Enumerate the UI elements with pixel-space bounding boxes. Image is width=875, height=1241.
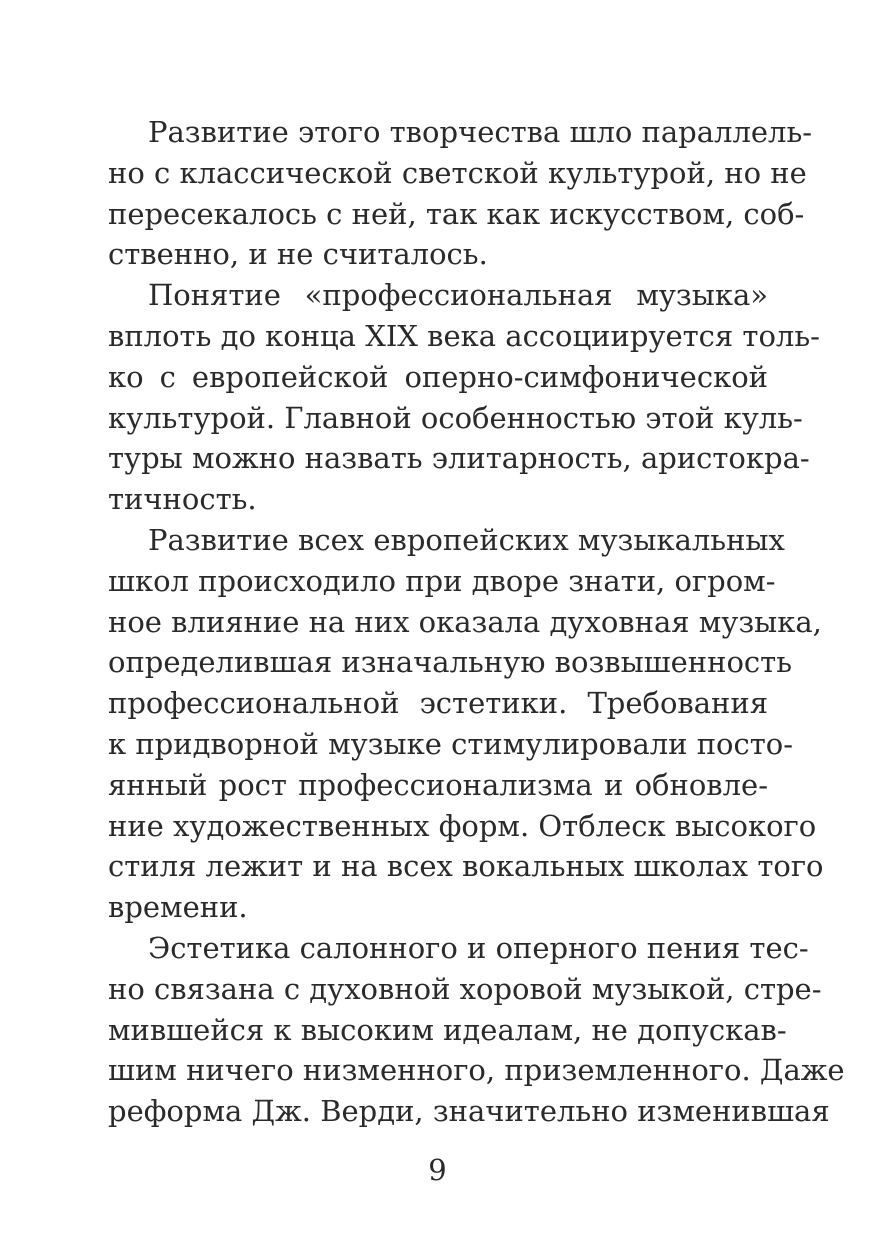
text-line: стиля лежит и на всех вокальных школах того — [108, 849, 824, 884]
text-line: Эстетика салонного и оперного пения тес- — [148, 930, 809, 965]
text-line: культурой. Главной особенностью этой куль- — [108, 400, 803, 435]
text-line: туры можно назвать элитарность, аристокра- — [108, 441, 810, 476]
text-line: времени. — [108, 890, 248, 925]
paragraph-1 — [108, 112, 813, 275]
text-line: школ происходило при дворе знати, огром- — [108, 563, 776, 598]
text-line: ние художественных форм. Отблеск высокого — [108, 808, 817, 843]
text-line: ко с европейской оперно-симфонической — [108, 359, 768, 394]
text-line: шим ничего низменного, приземленного. Даже — [108, 1053, 845, 1088]
text-line: но с классической светской культурой, но не — [108, 155, 807, 190]
text-line: янный рост профессионализма и обновле- — [108, 767, 768, 802]
text-line: ное влияние на них оказала духовная музыка, — [108, 604, 822, 639]
page-number: 9 — [428, 1153, 447, 1187]
text-line: но связана с духовной хоровой музыкой, стре- — [108, 971, 822, 1006]
text-line: вплоть до конца XIX века ассоциируется толь- — [108, 318, 820, 353]
text-line: ственно, и не считалось. — [108, 237, 488, 272]
text-line: мившейся к высоким идеалам, не допускав- — [108, 1012, 787, 1047]
paragraph-2 — [108, 275, 820, 520]
text-line: определившая изначальную возвышенность — [108, 645, 792, 680]
text-line: пересекалось с ней, так как искусством, соб- — [108, 196, 805, 231]
paragraph-3 — [108, 520, 824, 928]
text-line: Развитие этого творчества шло параллель- — [148, 115, 813, 149]
text-line: тичность. — [108, 482, 257, 517]
text-line: профессиональной эстетики. Требования — [108, 686, 768, 721]
text-line: Развитие всех европейских музыкальных — [148, 522, 785, 557]
paragraph-4 — [108, 928, 845, 1132]
text-line: реформа Дж. Верди, значительно изменившая — [108, 1094, 830, 1129]
page-body — [108, 112, 845, 1132]
text-line: к придворной музыке стимулировали посто- — [108, 726, 794, 761]
text-line: Понятие «профессиональная музыка» — [148, 278, 768, 313]
